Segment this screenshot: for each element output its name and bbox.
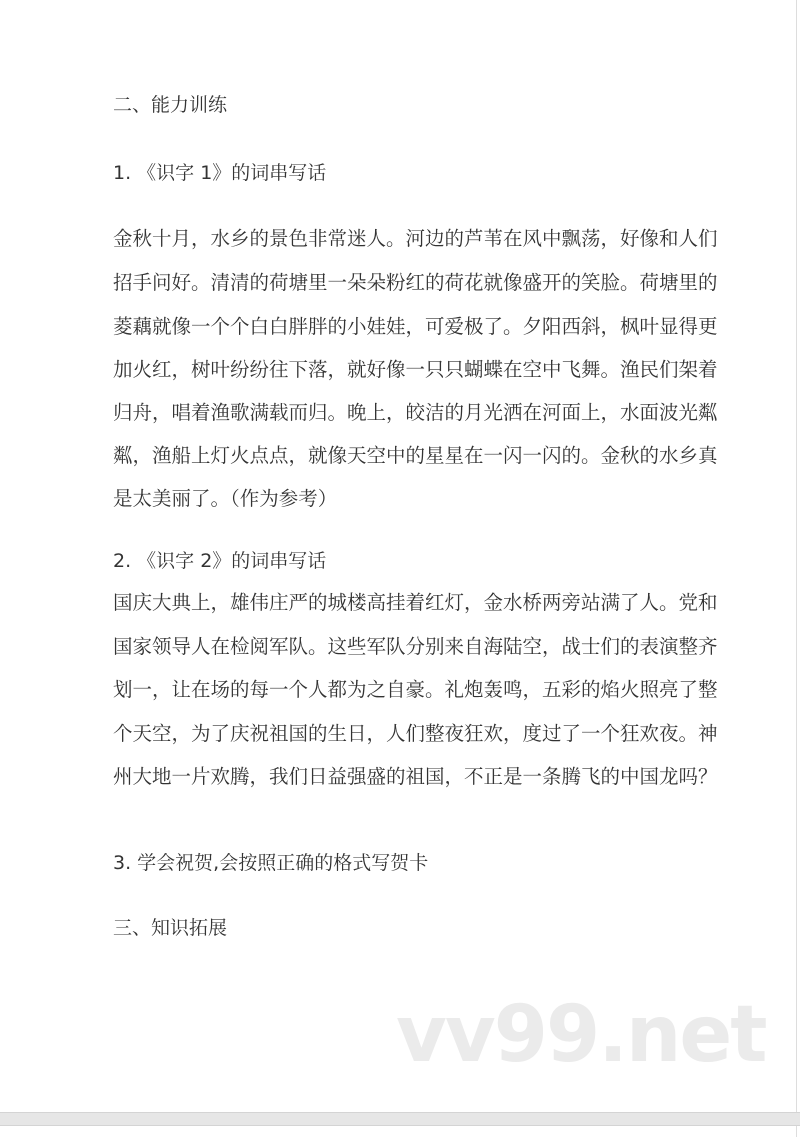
text-line: 招手问好。清清的荷塘里一朵朵粉红的荷花就像盛开的笑脸。荷塘里的 — [113, 271, 718, 294]
item-heading: 2. 《识字 2》的词串写话 — [113, 550, 327, 572]
watermark-logo: vv99.net — [396, 990, 766, 1080]
text-line: 划一，让在场的每一个人都为之自豪。礼炮轰鸣，五彩的焰火照亮了整 — [113, 678, 718, 701]
page-separator — [0, 1112, 800, 1126]
text-line: 国家领导人在检阅军队。这些军队分别来自海陆空，战士们的表演整齐 — [113, 635, 718, 658]
section-heading: 三、知识拓展 — [113, 917, 228, 939]
section-heading: 二、能力训练 — [113, 94, 228, 116]
text-line: 粼，渔船上灯火点点，就像天空中的星星在一闪一闪的。金秋的水乡真 — [113, 444, 718, 467]
text-line: 是太美丽了。（作为参考） — [113, 487, 338, 510]
text-line: 个天空，为了庆祝祖国的生日，人们整夜狂欢，度过了一个狂欢夜。神 — [113, 722, 718, 745]
item-heading: 1. 《识字 1》的词串写话 — [113, 162, 327, 184]
next-page — [0, 1126, 797, 1137]
text-line: 州大地一片欢腾，我们日益强盛的祖国，不正是一条腾飞的中国龙吗？ — [113, 765, 718, 788]
text-line: 国庆大典上，雄伟庄严的城楼高挂着红灯，金水桥两旁站满了人。党和 — [113, 591, 718, 614]
text-line: 金秋十月，水乡的景色非常迷人。河边的芦苇在风中飘荡，好像和人们 — [113, 227, 718, 250]
text-line: 归舟，唱着渔歌满载而归。晚上，皎洁的月光洒在河面上，水面波光粼 — [113, 401, 718, 424]
text-line: 菱藕就像一个个白白胖胖的小娃娃，可爱极了。夕阳西斜，枫叶显得更 — [113, 315, 718, 338]
text-line: 加火红，树叶纷纷往下落，就好像一只只蝴蝶在空中飞舞。渔民们架着 — [113, 358, 718, 381]
item-heading: 3. 学会祝贺,会按照正确的格式写贺卡 — [113, 852, 429, 874]
